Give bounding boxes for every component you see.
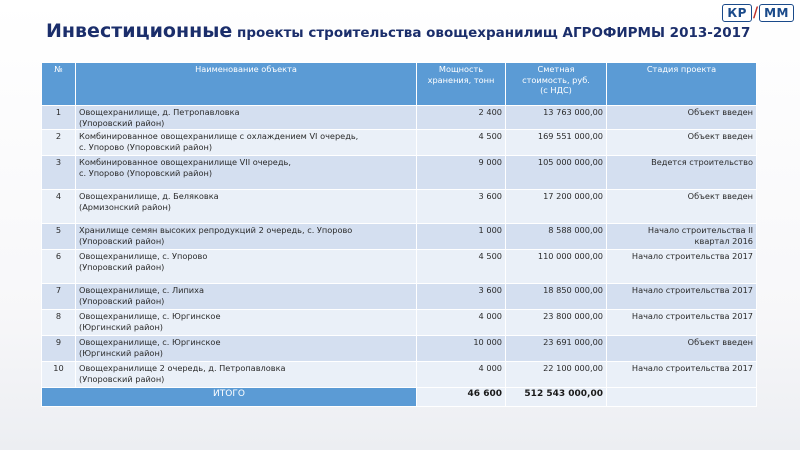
slide-title-rest: проекты строительства овощехранилищ АГРОФИРМЫ 2013-2017 xyxy=(232,25,751,41)
row-capacity: 3 600 xyxy=(417,284,506,310)
row-num: 6 xyxy=(42,250,76,284)
table-row xyxy=(42,190,757,224)
row-stage-line1: Начало строительства 2017 xyxy=(631,285,753,295)
table-row xyxy=(42,284,757,310)
slide-title xyxy=(46,20,756,42)
row-name xyxy=(76,284,417,310)
row-name-line1: Овощехранилище 2 очередь, д. Петропавловка xyxy=(79,363,286,373)
row-num: 2 xyxy=(42,130,76,156)
row-name-line2: с. Упорово (Упоровский район) xyxy=(79,167,213,178)
row-stage xyxy=(607,284,757,310)
row-capacity: 9 000 xyxy=(417,156,506,190)
row-capacity: 1 000 xyxy=(417,224,506,250)
row-name-line2: (Упоровский район) xyxy=(79,295,165,306)
row-num: 9 xyxy=(42,336,76,362)
row-name-line1: Овощехранилище, д. Беляковка xyxy=(79,191,219,201)
row-name-line2: с. Упорово (Упоровский район) xyxy=(79,141,213,152)
row-cost: 22 100 000,00 xyxy=(506,362,607,388)
row-name-line1: Комбинированное овощехранилище с охлаждением VI очередь, xyxy=(79,131,359,141)
row-cost: 23 800 000,00 xyxy=(506,310,607,336)
row-name xyxy=(76,190,417,224)
row-stage-line1: Объект введен xyxy=(687,191,753,201)
row-name xyxy=(76,310,417,336)
row-stage-line1: Объект введен xyxy=(687,107,753,117)
row-stage xyxy=(607,190,757,224)
table-row xyxy=(42,106,757,130)
row-capacity: 4 500 xyxy=(417,130,506,156)
row-cost: 17 200 000,00 xyxy=(506,190,607,224)
header-capacity-line1: Мощность xyxy=(438,64,484,74)
row-num: 3 xyxy=(42,156,76,190)
table-row xyxy=(42,310,757,336)
table-header-row xyxy=(42,63,757,106)
header-cost xyxy=(506,63,607,106)
row-cost: 169 551 000,00 xyxy=(506,130,607,156)
row-stage-line1: Начало строительства II xyxy=(647,225,753,235)
table-row xyxy=(42,130,757,156)
projects-table xyxy=(41,62,757,407)
logo-left: КР xyxy=(722,4,752,22)
row-name-line2: (Упоровский район) xyxy=(79,235,165,246)
row-stage-line1: Начало строительства 2017 xyxy=(631,363,753,373)
table-row xyxy=(42,250,757,284)
row-stage-line1: Объект введен xyxy=(687,337,753,347)
row-name-line1: Овощехранилище, с. Юргинское xyxy=(79,311,221,321)
total-label: ИТОГО xyxy=(42,388,417,407)
logo-slash: / xyxy=(752,5,759,21)
header-cost-line1: Сметная xyxy=(537,64,575,74)
row-num: 5 xyxy=(42,224,76,250)
row-capacity: 2 400 xyxy=(417,106,506,130)
slide-title-bold: Инвестиционные xyxy=(46,20,233,42)
row-stage-line1: Ведется строительство xyxy=(651,157,753,167)
row-stage xyxy=(607,362,757,388)
table-row xyxy=(42,362,757,388)
row-capacity: 10 000 xyxy=(417,336,506,362)
row-cost: 110 000 000,00 xyxy=(506,250,607,284)
header-capacity xyxy=(417,63,506,106)
row-name xyxy=(76,250,417,284)
row-stage xyxy=(607,224,757,250)
logo-right: ММ xyxy=(759,4,794,22)
total-stage-empty xyxy=(607,388,757,407)
row-name-line1: Хранилище семян высоких репродукций 2 очередь, с. Упорово xyxy=(79,225,353,235)
header-cost-line2: стоимость, руб. xyxy=(522,74,590,85)
table-row xyxy=(42,224,757,250)
row-name-line1: Овощехранилище, с. Юргинское xyxy=(79,337,221,347)
header-cost-line3: (с НДС) xyxy=(540,85,572,95)
row-name-line1: Овощехранилище, с. Липиха xyxy=(79,285,204,295)
row-cost: 13 763 000,00 xyxy=(506,106,607,130)
row-name-line2: (Упоровский район) xyxy=(79,117,165,128)
header-name: Наименование объекта xyxy=(76,63,417,106)
row-name-line2: (Упоровский район) xyxy=(79,261,165,272)
row-name-line1: Овощехранилище, д. Петропавловка xyxy=(79,107,240,117)
row-stage xyxy=(607,310,757,336)
row-name xyxy=(76,106,417,130)
header-stage: Стадия проекта xyxy=(607,63,757,106)
row-cost: 18 850 000,00 xyxy=(506,284,607,310)
total-capacity: 46 600 xyxy=(417,388,506,407)
row-stage-line1: Начало строительства 2017 xyxy=(631,311,753,321)
row-stage xyxy=(607,250,757,284)
row-cost: 8 588 000,00 xyxy=(506,224,607,250)
row-num: 10 xyxy=(42,362,76,388)
row-name-line2: (Юргинский район) xyxy=(79,321,163,332)
row-stage xyxy=(607,130,757,156)
row-name-line2: (Армизонский район) xyxy=(79,201,171,212)
row-num: 8 xyxy=(42,310,76,336)
table-row xyxy=(42,156,757,190)
row-cost: 23 691 000,00 xyxy=(506,336,607,362)
row-num: 7 xyxy=(42,284,76,310)
total-row xyxy=(42,388,757,407)
table-row xyxy=(42,336,757,362)
row-name xyxy=(76,362,417,388)
header-capacity-line2: хранения, тонн xyxy=(427,74,495,85)
row-stage xyxy=(607,156,757,190)
row-stage-line1: Начало строительства 2017 xyxy=(631,251,753,261)
row-cost: 105 000 000,00 xyxy=(506,156,607,190)
total-cost: 512 543 000,00 xyxy=(506,388,607,407)
row-name xyxy=(76,224,417,250)
row-num: 1 xyxy=(42,106,76,130)
row-capacity: 4 000 xyxy=(417,362,506,388)
row-stage xyxy=(607,336,757,362)
header-num: № xyxy=(42,63,76,106)
row-name-line2: (Юргинский район) xyxy=(79,347,163,358)
row-stage-line2: квартал 2016 xyxy=(694,235,753,246)
row-capacity: 4 500 xyxy=(417,250,506,284)
row-num: 4 xyxy=(42,190,76,224)
row-capacity: 4 000 xyxy=(417,310,506,336)
row-capacity: 3 600 xyxy=(417,190,506,224)
row-name xyxy=(76,336,417,362)
row-name-line1: Комбинированное овощехранилище VII очередь, xyxy=(79,157,291,167)
row-stage xyxy=(607,106,757,130)
row-stage-line1: Объект введен xyxy=(687,131,753,141)
row-name-line2: (Упоровский район) xyxy=(79,373,165,384)
row-name-line1: Овощехранилище, с. Упорово xyxy=(79,251,208,261)
row-name xyxy=(76,156,417,190)
row-name xyxy=(76,130,417,156)
